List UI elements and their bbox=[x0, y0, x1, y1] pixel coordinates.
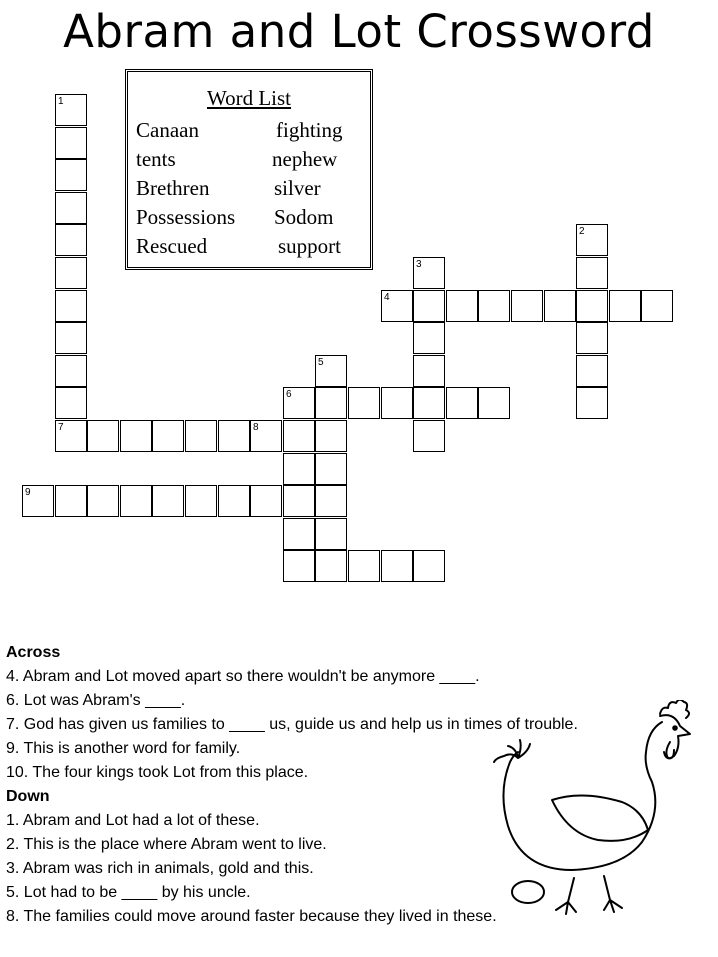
clue-down-5: 5. Lot had to be ____ by his uncle. bbox=[6, 884, 251, 901]
grid-cell[interactable] bbox=[87, 420, 119, 452]
grid-cell[interactable] bbox=[55, 485, 87, 517]
grid-cell[interactable] bbox=[511, 290, 543, 322]
grid-cell[interactable] bbox=[315, 453, 347, 485]
grid-cell[interactable] bbox=[55, 94, 87, 126]
grid-cell[interactable] bbox=[185, 485, 217, 517]
grid-cell[interactable] bbox=[576, 322, 608, 354]
grid-cell[interactable] bbox=[283, 453, 315, 485]
clue-number: 7 bbox=[58, 422, 64, 433]
grid-cell[interactable] bbox=[87, 485, 119, 517]
grid-cell[interactable] bbox=[152, 485, 184, 517]
grid-cell[interactable] bbox=[283, 485, 315, 517]
word-list-item: Rescued bbox=[136, 234, 208, 258]
grid-cell[interactable] bbox=[55, 290, 87, 322]
grid-cell[interactable] bbox=[413, 550, 445, 582]
clue-across-4: 4. Abram and Lot moved apart so there wouldn't be anymore ____. bbox=[6, 668, 480, 685]
grid-cell[interactable] bbox=[55, 127, 87, 159]
grid-cell[interactable] bbox=[315, 485, 347, 517]
grid-cell[interactable] bbox=[641, 290, 673, 322]
grid-cell[interactable] bbox=[413, 387, 445, 419]
word-list-item: silver bbox=[274, 176, 321, 200]
grid-cell[interactable] bbox=[185, 420, 217, 452]
clue-number: 2 bbox=[579, 226, 585, 237]
grid-cell[interactable] bbox=[55, 420, 87, 452]
page-title: Abram and Lot Crossword bbox=[63, 5, 655, 58]
grid-cell[interactable] bbox=[315, 420, 347, 452]
grid-cell[interactable] bbox=[446, 290, 478, 322]
clue-number: 6 bbox=[286, 389, 292, 400]
hen-head bbox=[660, 715, 690, 758]
grid-cell[interactable] bbox=[381, 290, 413, 322]
grid-cell[interactable] bbox=[218, 420, 250, 452]
grid-cell[interactable] bbox=[413, 322, 445, 354]
word-list-item: tents bbox=[136, 147, 176, 171]
egg bbox=[512, 881, 544, 903]
clue-across-9: 9. This is another word for family. bbox=[6, 740, 241, 757]
word-list-item: Canaan bbox=[136, 118, 199, 142]
grid-cell[interactable] bbox=[315, 387, 347, 419]
grid-cell[interactable] bbox=[55, 322, 87, 354]
grid-cell[interactable] bbox=[250, 485, 282, 517]
word-list-item: support bbox=[278, 234, 341, 258]
grid-cell[interactable] bbox=[315, 550, 347, 582]
grid-cell[interactable] bbox=[120, 485, 152, 517]
word-list-item: Possessions bbox=[136, 205, 236, 229]
clue-number: 4 bbox=[384, 292, 390, 303]
grid-cell[interactable] bbox=[152, 420, 184, 452]
grid-cell[interactable] bbox=[478, 290, 510, 322]
grid-cell[interactable] bbox=[348, 550, 380, 582]
grid-cell[interactable] bbox=[413, 420, 445, 452]
grid-cell[interactable] bbox=[250, 420, 282, 452]
grid-cell[interactable] bbox=[283, 518, 315, 550]
grid-cell[interactable] bbox=[55, 387, 87, 419]
grid-cell[interactable] bbox=[55, 159, 87, 191]
grid-cell[interactable] bbox=[381, 387, 413, 419]
hen-illustration bbox=[492, 700, 704, 920]
clue-number: 3 bbox=[416, 259, 422, 270]
grid-cell[interactable] bbox=[315, 355, 347, 387]
grid-cell[interactable] bbox=[413, 355, 445, 387]
grid-cell[interactable] bbox=[55, 224, 87, 256]
grid-cell[interactable] bbox=[120, 420, 152, 452]
hen-leg-right bbox=[604, 876, 622, 912]
grid-cell[interactable] bbox=[413, 257, 445, 289]
down-heading: Down bbox=[6, 788, 50, 805]
grid-cell[interactable] bbox=[55, 355, 87, 387]
grid-cell[interactable] bbox=[413, 290, 445, 322]
word-list-item: nephew bbox=[272, 147, 338, 171]
grid-cell[interactable] bbox=[283, 550, 315, 582]
hen-leg-left bbox=[556, 878, 576, 914]
clue-across-10: 10. The four kings took Lot from this place. bbox=[6, 764, 309, 781]
word-list-item: Sodom bbox=[274, 205, 334, 229]
word-list-heading: Word List bbox=[206, 86, 292, 110]
grid-cell[interactable] bbox=[315, 518, 347, 550]
grid-cell[interactable] bbox=[576, 257, 608, 289]
grid-cell[interactable] bbox=[55, 257, 87, 289]
across-heading: Across bbox=[6, 644, 61, 661]
grid-cell[interactable] bbox=[576, 290, 608, 322]
clue-down-2: 2. This is the place where Abram went to live. bbox=[6, 836, 327, 853]
clue-down-3: 3. Abram was rich in animals, gold and this. bbox=[6, 860, 314, 877]
clue-across-6: 6. Lot was Abram's ____. bbox=[6, 692, 186, 709]
grid-cell[interactable] bbox=[478, 387, 510, 419]
grid-cell[interactable] bbox=[283, 387, 315, 419]
grid-cell[interactable] bbox=[55, 192, 87, 224]
clue-number: 5 bbox=[318, 357, 324, 368]
hen-wattle bbox=[666, 742, 674, 758]
grid-cell[interactable] bbox=[381, 550, 413, 582]
grid-cell[interactable] bbox=[446, 387, 478, 419]
clue-down-1: 1. Abram and Lot had a lot of these. bbox=[6, 812, 260, 829]
grid-cell[interactable] bbox=[218, 485, 250, 517]
grid-cell[interactable] bbox=[348, 387, 380, 419]
clue-number: 1 bbox=[58, 96, 64, 107]
word-list-item: Brethren bbox=[136, 176, 210, 200]
grid-cell[interactable] bbox=[576, 224, 608, 256]
clue-number: 8 bbox=[253, 422, 259, 433]
grid-cell[interactable] bbox=[544, 290, 576, 322]
clue-across-7: 7. God has given us families to ____ us, guide us and help us in times of trouble. bbox=[6, 716, 578, 733]
grid-cell[interactable] bbox=[609, 290, 641, 322]
clue-number: 9 bbox=[25, 487, 31, 498]
grid-cell[interactable] bbox=[22, 485, 54, 517]
hen-wing bbox=[552, 795, 648, 840]
clue-down-8: 8. The families could move around faster because they lived in these. bbox=[6, 908, 497, 925]
grid-cell[interactable] bbox=[576, 387, 608, 419]
grid-cell[interactable] bbox=[283, 420, 315, 452]
grid-cell[interactable] bbox=[576, 355, 608, 387]
word-list-item: fighting bbox=[276, 118, 343, 142]
hen-eye bbox=[673, 726, 677, 730]
